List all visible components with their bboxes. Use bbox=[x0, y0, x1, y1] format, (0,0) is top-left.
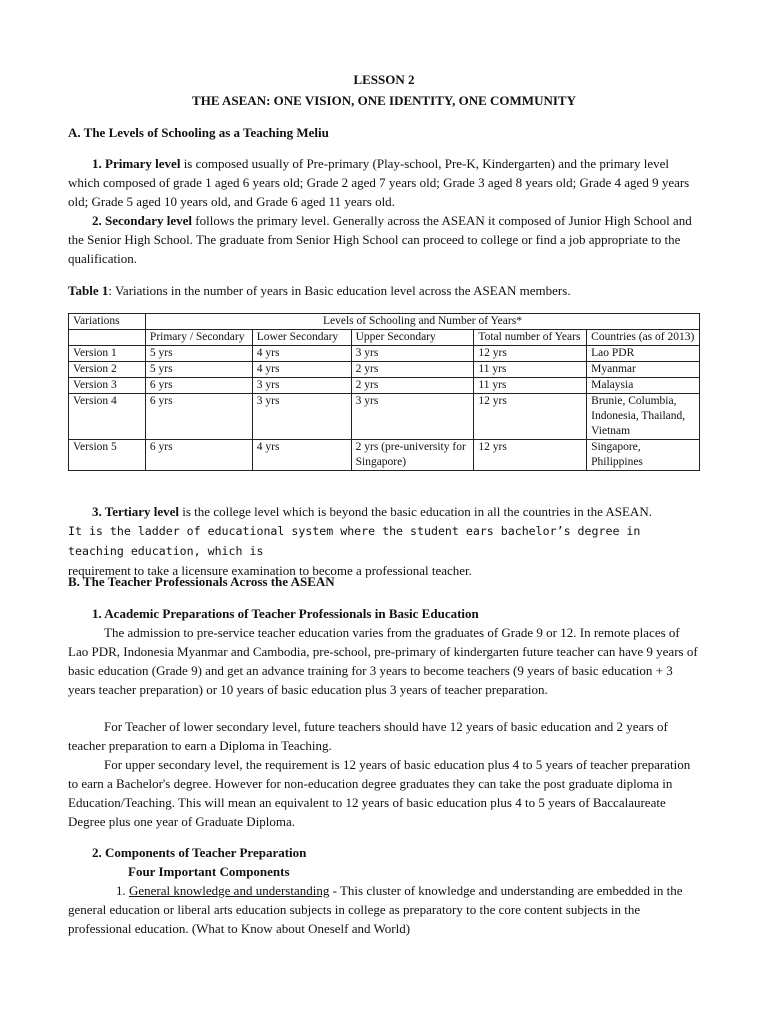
components-heading: 2. Components of Teacher Preparation bbox=[92, 845, 307, 860]
cell-primary: 6 yrs bbox=[145, 378, 252, 394]
table-row bbox=[69, 346, 700, 362]
header-lower: Lower Secondary bbox=[252, 330, 351, 346]
lower-secondary-paragraph: For Teacher of lower secondary level, future teachers should have 12 years of basic education and 2 years of teacher preparation to earn a Diploma in Teaching. bbox=[68, 719, 668, 753]
subheader-empty bbox=[69, 330, 146, 346]
cell-version: Version 4 bbox=[69, 394, 146, 440]
cell-total: 11 yrs bbox=[474, 362, 587, 378]
cell-upper: 2 yrs (pre-university for Singapore) bbox=[351, 440, 474, 471]
cell-total: 12 yrs bbox=[474, 440, 587, 471]
cell-countries: Lao PDR bbox=[587, 346, 700, 362]
cell-primary: 6 yrs bbox=[145, 440, 252, 471]
tertiary-level-paragraph bbox=[68, 502, 700, 580]
primary-level-paragraph bbox=[68, 154, 700, 211]
table-header-row bbox=[69, 314, 700, 330]
tertiary-level-text: is the college level which is beyond the basic education in all the countries in the ASEAN. bbox=[179, 504, 652, 519]
academic-preparations-heading: 1. Academic Preparations of Teacher Professionals in Basic Education bbox=[92, 606, 479, 621]
cell-upper: 3 yrs bbox=[351, 394, 474, 440]
secondary-level-label: 2. Secondary level bbox=[92, 213, 193, 228]
header-total: Total number of Years bbox=[474, 330, 587, 346]
header-primary: Primary / Secondary bbox=[145, 330, 252, 346]
tertiary-level-text-end: requirement to take a licensure examination to become a professional teacher. bbox=[68, 563, 472, 578]
table-row bbox=[69, 362, 700, 378]
header-levels: Levels of Schooling and Number of Years* bbox=[145, 314, 699, 330]
cell-countries: Singapore, Philippines bbox=[587, 440, 700, 471]
schooling-variations-table bbox=[68, 313, 700, 471]
table-caption bbox=[68, 281, 700, 300]
primary-level-label: 1. Primary level bbox=[92, 156, 181, 171]
cell-version: Version 2 bbox=[69, 362, 146, 378]
table-row bbox=[69, 394, 700, 440]
four-components-heading: Four Important Components bbox=[128, 864, 290, 879]
primary-level-text: is composed usually of Pre-primary (Play-school, Pre-K, Kindergarten) and the primary level which composed of grade 1 aged 6 years old; Grade 2 aged 7 years old; Grade 3 aged 8 years old; Grade 4 aged 9 years old; Grade 5 aged 10 years old, and Grade 6 aged 11 years old. bbox=[68, 156, 690, 209]
item-number: 1. bbox=[116, 883, 129, 898]
cell-lower: 3 yrs bbox=[252, 378, 351, 394]
table-caption-text: : Variations in the number of years in Basic education level across the ASEAN members. bbox=[108, 283, 571, 298]
cell-countries: Brunie, Columbia, Indonesia, Thailand, Vietnam bbox=[587, 394, 700, 440]
header-variations: Variations bbox=[69, 314, 146, 330]
cell-lower: 4 yrs bbox=[252, 440, 351, 471]
cell-lower: 3 yrs bbox=[252, 394, 351, 440]
lesson-title: THE ASEAN: ONE VISION, ONE IDENTITY, ONE COMMUNITY bbox=[192, 93, 576, 108]
cell-lower: 4 yrs bbox=[252, 346, 351, 362]
cell-total: 11 yrs bbox=[474, 378, 587, 394]
header-countries: Countries (as of 2013) bbox=[587, 330, 700, 346]
section-a-heading: A. The Levels of Schooling as a Teaching Meliu bbox=[68, 125, 329, 140]
cell-countries: Malaysia bbox=[587, 378, 700, 394]
cell-version: Version 1 bbox=[69, 346, 146, 362]
cell-version: Version 5 bbox=[69, 440, 146, 471]
admission-paragraph: The admission to pre-service teacher education varies from the graduates of Grade 9 or 12. In remote places of Lao PDR, Indonesia Myanmar and Cambodia, pre-school, pre-primary of kindergarten future teacher can have 9 years of basic education (Grade 9) and get an advance training for 3 years to become teachers (9 years of basic education + 3 years teacher preparation) or 10 years of basic education plus 3 years of teacher preparation. bbox=[68, 625, 698, 697]
upper-secondary-paragraph: For upper secondary level, the requirement is 12 years of basic education plus 4 to 5 years of teacher preparation to earn a Bachelor's degree. However for non-education degree graduates they can take the post graduate diploma in Education/Teaching. This will mean an equivalent to 12 years of basic education plus 4 to 5 years of Baccalaureate Degree plus one year of Graduate Diploma. bbox=[68, 757, 691, 829]
tertiary-level-label: 3. Tertiary level bbox=[92, 504, 180, 519]
table-row bbox=[69, 378, 700, 394]
cell-lower: 4 yrs bbox=[252, 362, 351, 378]
cell-total: 12 yrs bbox=[474, 394, 587, 440]
cell-total: 12 yrs bbox=[474, 346, 587, 362]
cell-primary: 5 yrs bbox=[145, 362, 252, 378]
section-b-heading: B. The Teacher Professionals Across the ASEAN bbox=[68, 574, 335, 589]
general-knowledge-label: General knowledge and understanding bbox=[129, 883, 330, 898]
header-upper: Upper Secondary bbox=[351, 330, 474, 346]
table-row bbox=[69, 440, 700, 471]
table-caption-label: Table 1 bbox=[68, 283, 109, 298]
secondary-level-text: follows the primary level. Generally across the ASEAN it composed of Junior High School and the Senior High School. The graduate from Senior High School can proceed to college or find a job appropriate to the qualification. bbox=[68, 213, 692, 266]
table-subheader-row bbox=[69, 330, 700, 346]
general-knowledge-paragraph bbox=[68, 881, 700, 938]
secondary-level-paragraph bbox=[68, 211, 700, 268]
cell-primary: 6 yrs bbox=[145, 394, 252, 440]
cell-upper: 2 yrs bbox=[351, 378, 474, 394]
cell-upper: 2 yrs bbox=[351, 362, 474, 378]
tertiary-level-text-mono: It is the ladder of educational system where the student ears bachelor’s degree in teaching education, which is bbox=[68, 524, 641, 558]
general-knowledge-text: - This cluster of knowledge and understanding are embedded in the general education or liberal arts education subjects in college as preparatory to the core content subjects in the professional education. (What to Know about Oneself and World) bbox=[68, 883, 683, 936]
cell-primary: 5 yrs bbox=[145, 346, 252, 362]
cell-countries: Myanmar bbox=[587, 362, 700, 378]
lesson-number: LESSON 2 bbox=[353, 72, 415, 87]
cell-version: Version 3 bbox=[69, 378, 146, 394]
cell-upper: 3 yrs bbox=[351, 346, 474, 362]
